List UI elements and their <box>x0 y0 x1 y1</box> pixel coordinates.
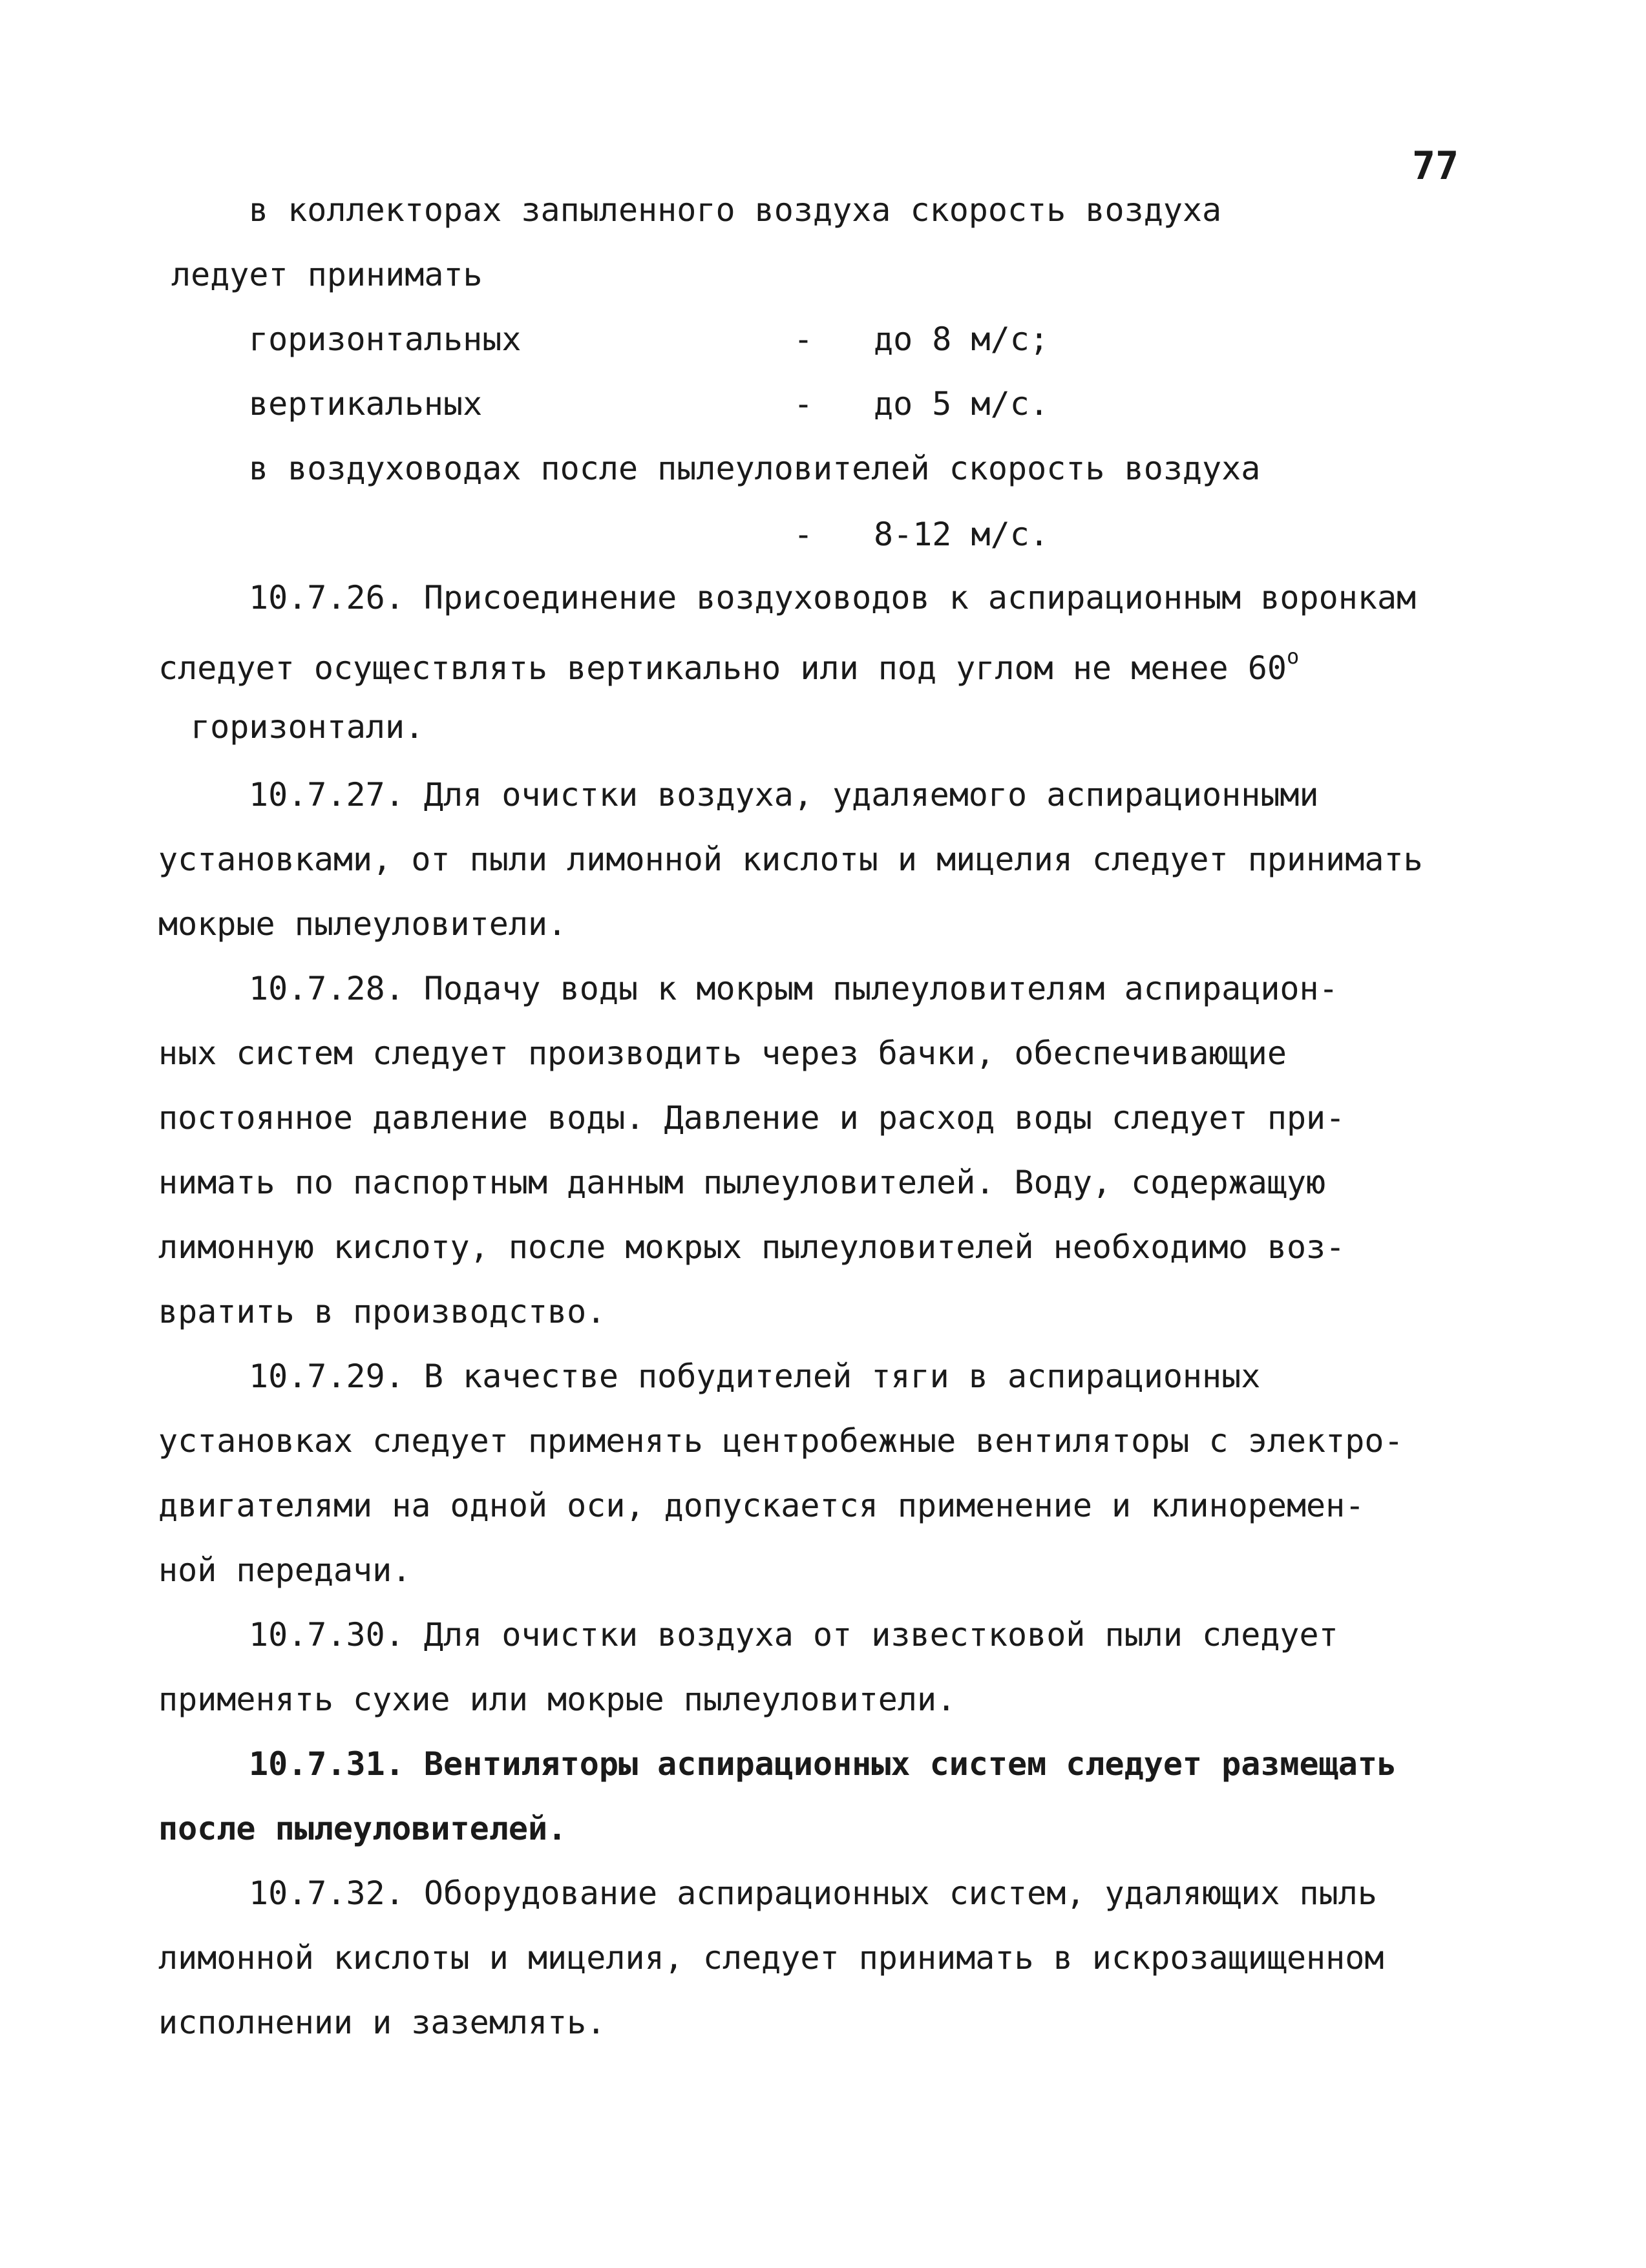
section-heading: 10.7.30. Для очистки воздуха от известковой пыли следует <box>249 1616 1338 1654</box>
text-line: в воздуховодах после пылеуловителей скорость воздуха <box>249 450 1261 487</box>
dash: - <box>794 516 814 553</box>
section-heading: 10.7.31. Вентиляторы аспирационных систем следует размещать <box>249 1745 1397 1783</box>
text-line: в коллекторах запыленного воздуха скорость воздуха <box>249 191 1222 229</box>
text-line: до 5 м/с. <box>874 385 1049 423</box>
text-line: горизонтали. <box>191 708 425 746</box>
text-line: вертикальных <box>249 385 483 423</box>
text-line: вратить в производство. <box>158 1293 606 1330</box>
text-line: до 8 м/с; <box>874 320 1049 358</box>
degree-superscript: о <box>1286 644 1300 669</box>
text-line: лимонную кислоту, после мокрых пылеуловителей необходимо воз- <box>158 1228 1345 1266</box>
text-line: 8-12 м/с. <box>874 516 1049 553</box>
text-line: установками, от пыли лимонной кислоты и мицелия следует принимать <box>158 841 1423 878</box>
text-line: ной передачи. <box>158 1551 412 1589</box>
section-heading: 10.7.26. Присоединение воздуховодов к аспирационным воронкам <box>249 579 1417 616</box>
text-line: горизонтальных <box>249 320 522 358</box>
text-line: ледует принимать <box>171 256 483 293</box>
section-heading: 10.7.32. Оборудование аспирационных систем, удаляющих пыль <box>249 1874 1377 1912</box>
page-number: 77 <box>1412 143 1459 189</box>
text-line: постоянное давление воды. Давление и расход воды следует при- <box>158 1099 1345 1137</box>
text-line: следует осуществлять вертикально или под углом не менее $60^о$ <box>158 644 1300 687</box>
text-line: двигателями на одной оси, допускается применение и клиноремен- <box>158 1487 1365 1524</box>
dash: - <box>794 385 814 423</box>
section-heading: 10.7.29. В качестве побудителей тяги в аспирационных <box>249 1358 1261 1395</box>
text-line: ных систем следует производить через бачки, обеспечивающие <box>158 1034 1287 1072</box>
text-line: применять сухие или мокрые пылеуловители. <box>158 1681 956 1718</box>
section-heading: 10.7.28. Подачу воды к мокрым пылеуловителям аспирацион- <box>249 970 1338 1007</box>
text-line: после пылеуловителей. <box>158 1810 567 1847</box>
text-line: нимать по паспортным данным пылеуловителей. Воду, содержащую <box>158 1164 1326 1201</box>
dash: - <box>794 320 814 358</box>
text-line: установках следует применять центробежные вентиляторы с электро- <box>158 1422 1404 1460</box>
text-line: лимонной кислоты и мицелия, следует принимать в искрозащищенном <box>158 1939 1384 1977</box>
section-heading: 10.7.27. Для очистки воздуха, удаляемого аспирационными <box>249 776 1319 814</box>
text-line: мокрые пылеуловители. <box>158 905 567 943</box>
text-line: исполнении и заземлять. <box>158 2004 606 2041</box>
